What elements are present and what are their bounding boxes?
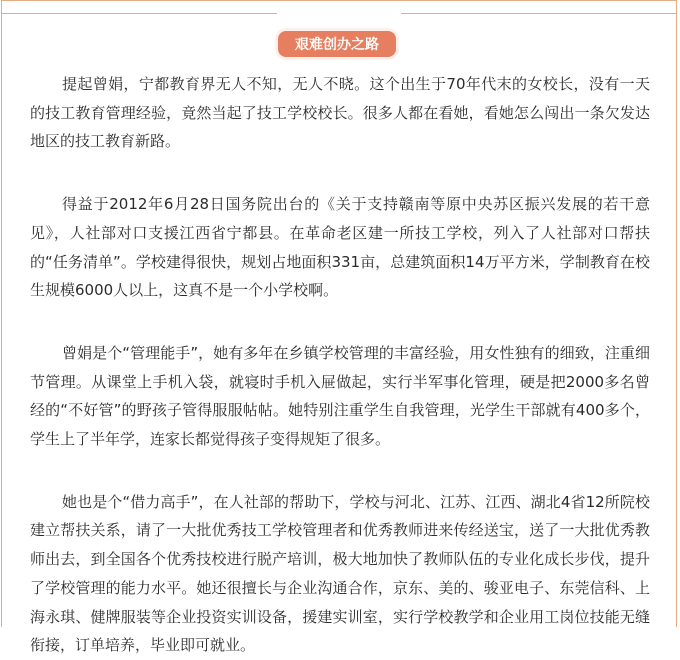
- article-paragraph-2: 得益于2012年6月28日国务院出台的《关于支持赣南等原中央苏区振兴发展的若干意见》，人社部对口支援江西省宁都县。在革命老区建一所技工学校，列入了人社部对口帮扶的“任务清单”。学校建得很快，规划占地面积331亩，总建筑面积14万平方米，学制教育在校生规模6000人以上，这真不是一个小学校啊。: [30, 195, 650, 300]
- top-border-right: [401, 13, 676, 14]
- article-body: [30, 70, 650, 660]
- article-paragraph-3: 曾娟是个“管理能手”，她有多年在乡镇学校管理的丰富经验，用女性独有的细致，注重细节管理。从课堂上手机入袋，就寝时手机入屉做起，实行半军事化管理，硬是把2000多名曾经的“不好管”的野孩子管得服服帖帖。她特别注重学生自我管理，光学生干部就有400多个，学生上了半年学，连家长都觉得孩子变得规矩了很多。: [30, 343, 650, 449]
- article-paragraph-4: 她也是个“借力高手”，在人社部的帮助下，学校与河北、江苏、江西、湖北4省12所院校建立帮扶关系，请了一大批优秀技工学校管理者和优秀教师进来传经送宝，送了一大批优秀教师出去，到全国各个优秀技校进行脱产培训，极大地加快了教师队伍的专业化成长步伐，提升了学校管理的能力水平。她还很擅长与企业沟通合作，京东、美的、骏亚电子、东莞信科、上海永琪、健牌服装等企业投资实训设备，援建实训室，实行学校教学和企业用工岗位技能无缝衔接，订单培养，毕业即可就业。: [30, 492, 650, 655]
- top-border-left: [2, 13, 277, 14]
- section-title-badge: 艰难创办之路: [278, 31, 396, 57]
- article-paragraph-1: 提起曾娟，宁都教育界无人不知，无人不晓。这个出生于70年代末的女校长，没有一天的技工教育管理经验，竟然当起了技工学校校长。很多人都在看她，看她怎么闯出一条欠发达地区的技工教育新路。: [30, 75, 650, 151]
